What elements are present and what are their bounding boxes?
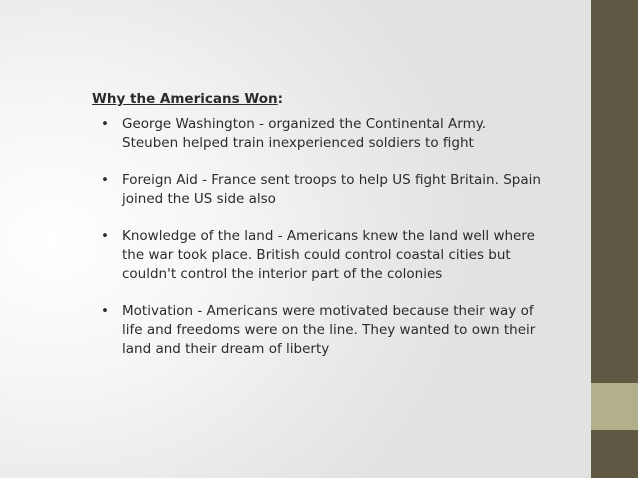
bullet-icon: •: [101, 228, 109, 244]
bullet-icon: •: [101, 172, 109, 188]
bullet-icon: •: [101, 303, 109, 319]
sidebar-accent-block: [591, 383, 638, 430]
bullet-item-knowledge: [92, 227, 542, 284]
bullet-text: Foreign Aid - France sent troops to help US fight Britain. Spain joined the US side also: [122, 172, 541, 207]
bullet-text: George Washington - organized the Continental Army. Steuben helped train inexperienced soldiers to fight: [122, 116, 487, 151]
bullet-item-washington: [92, 115, 542, 153]
bullet-text: Knowledge of the land - Americans knew the land well where the war took place. British could control coastal cities but couldn't control the interior part of the colonies: [122, 228, 535, 282]
bullet-list: [92, 115, 582, 359]
slide-content: [92, 90, 582, 377]
bullet-text: Motivation - Americans were motivated because their way of life and freedoms were on the line. They wanted to own their land and their dream of liberty: [122, 303, 536, 357]
heading-colon: :: [277, 91, 284, 107]
slide-heading: [92, 90, 582, 109]
bullet-item-foreign-aid: [92, 171, 542, 209]
heading-title: Why the Americans Won: [92, 91, 278, 107]
bullet-icon: •: [101, 116, 109, 132]
bullet-item-motivation: [92, 302, 542, 359]
